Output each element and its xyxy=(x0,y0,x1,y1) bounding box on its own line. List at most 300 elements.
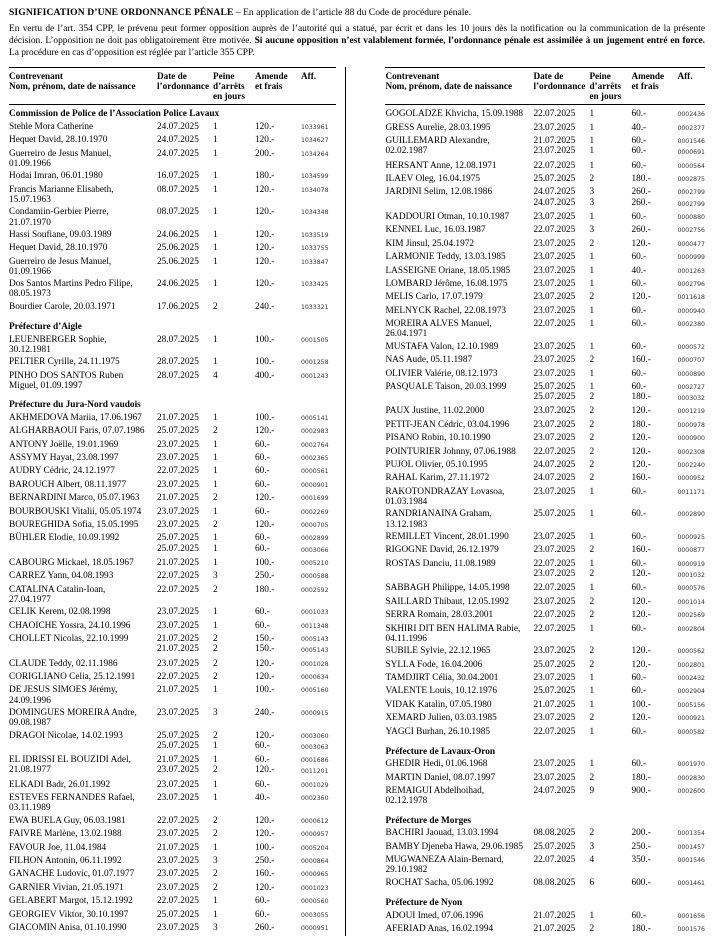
aff-value: 0001033 xyxy=(301,609,329,617)
days-cell xyxy=(213,816,255,827)
amount-cell xyxy=(255,122,301,133)
amount-value: 120.- xyxy=(255,658,275,669)
header-line: et frais xyxy=(255,80,283,91)
amount-value: 120.- xyxy=(255,519,275,530)
amount-value: 120.- xyxy=(255,882,275,893)
table-row xyxy=(385,369,705,380)
contrevenant-cell: GARNIER Vivian, 21.05.1971 xyxy=(9,882,124,893)
days-cell xyxy=(213,507,255,518)
date-value: 25.07.2025 xyxy=(157,533,199,544)
amount-value: 120.- xyxy=(255,279,275,290)
aff-cell xyxy=(301,793,336,813)
date-value: 23.07.2025 xyxy=(157,519,199,530)
days-value: 2 xyxy=(589,596,595,607)
aff-value: 0005141 xyxy=(301,414,329,422)
aff-value: 0000576 xyxy=(677,585,705,593)
table-row xyxy=(385,447,705,458)
amount-value: 60.- xyxy=(631,509,647,520)
days-cell xyxy=(213,896,255,907)
days-value: 2 xyxy=(213,869,218,880)
amount-value: 60.- xyxy=(631,486,647,497)
aff-cell xyxy=(677,187,705,209)
amount-value: 100.- xyxy=(255,334,275,345)
aff-cell xyxy=(677,727,705,738)
date-value: 23.07.2025 xyxy=(157,453,199,463)
days-value: 1 xyxy=(589,686,595,697)
table-row xyxy=(9,533,336,555)
days-value: 1 xyxy=(213,412,218,423)
date-cell xyxy=(157,257,213,277)
aff-value: 0000952 xyxy=(677,475,705,483)
days-cell xyxy=(213,571,255,582)
table-row xyxy=(385,252,705,263)
date-value: 21.07.2025 xyxy=(157,634,199,645)
aff-value: 0001546 xyxy=(677,857,705,865)
amount-value: 350.- xyxy=(631,855,651,866)
date-value: 22.07.2025 xyxy=(533,855,576,866)
amount-value: 260.- xyxy=(631,225,651,236)
aff-value: 0005210 xyxy=(301,559,329,567)
date-cell xyxy=(157,856,213,867)
days-cell xyxy=(589,433,631,444)
date-value: 22.07.2025 xyxy=(157,584,199,595)
table-row xyxy=(9,708,336,728)
amount-cell xyxy=(631,279,677,290)
days-value: 1 xyxy=(213,779,218,790)
date-cell xyxy=(157,426,213,437)
contrevenant-cell: SYLLA Fode, 16.04.2006 xyxy=(385,659,483,670)
aff-cell xyxy=(677,355,705,366)
table-row xyxy=(385,660,705,671)
days-value: 1 xyxy=(213,243,218,254)
table-row xyxy=(385,406,705,417)
date-cell xyxy=(157,357,213,368)
aff-cell xyxy=(677,239,705,250)
contrevenant-cell: VIDAK Katalin, 07.05.1980 xyxy=(385,699,492,710)
amount-value: 120.- xyxy=(255,672,275,683)
aff-value: 0000560 xyxy=(301,898,329,906)
days-value: 3 xyxy=(589,187,595,198)
aff-value: 0000562 xyxy=(677,648,705,656)
aff-cell xyxy=(677,109,705,120)
header-col-amende xyxy=(631,71,677,102)
date-cell xyxy=(533,123,589,134)
date-value: 23.07.2025 xyxy=(157,882,199,893)
table-row xyxy=(9,883,336,894)
date-cell xyxy=(157,243,213,254)
aff-cell xyxy=(301,558,336,569)
date-value: 17.06.2025 xyxy=(157,301,199,312)
amount-cell xyxy=(631,700,677,711)
title-line xyxy=(9,7,705,19)
contrevenant-cell: POINTURIER Johnny, 07.06.1988 xyxy=(385,446,516,457)
table-row xyxy=(9,672,336,683)
aff-value: 0003032 xyxy=(677,395,705,403)
date-value: 23.07.2025 xyxy=(157,506,199,517)
days-cell xyxy=(589,369,631,380)
aff-cell xyxy=(301,480,336,491)
table-row xyxy=(9,413,336,424)
date-cell xyxy=(157,558,213,569)
days-value: 1 xyxy=(589,368,595,379)
amount-value: 120.- xyxy=(631,238,651,249)
date-value: 21.07.2025 xyxy=(533,923,576,934)
amount-value: 120.- xyxy=(255,730,275,741)
date-cell xyxy=(533,911,589,922)
date-value: 24.07.2025 xyxy=(533,473,576,484)
aff-value: 0011618 xyxy=(677,294,705,302)
date-cell xyxy=(157,507,213,518)
aff-value: 0000564 xyxy=(677,162,705,170)
contrevenant-cell: PUJOL Olivier, 05.10.1995 xyxy=(385,460,488,471)
aff-cell xyxy=(301,533,336,555)
aff-cell xyxy=(301,621,336,632)
aff-cell xyxy=(677,660,705,671)
days-cell xyxy=(213,135,255,146)
date-value: 24.07.2025 xyxy=(157,121,199,132)
date-value: 25.07.2025 xyxy=(533,659,576,670)
amount-cell xyxy=(255,493,301,504)
contrevenant-cell: CHOLLET Nicolas, 22.10.1999 xyxy=(9,634,129,645)
days-value: 1 xyxy=(589,699,595,710)
days-value: 1 xyxy=(213,135,218,146)
aff-value: 0011171 xyxy=(677,488,705,496)
days-cell xyxy=(213,185,255,205)
days-value: 1 xyxy=(213,171,218,182)
aff-cell xyxy=(677,911,705,922)
aff-cell xyxy=(677,545,705,556)
amount-cell xyxy=(255,607,301,618)
date-cell xyxy=(157,413,213,424)
aff-cell xyxy=(677,369,705,380)
date-cell xyxy=(533,136,589,158)
contrevenant-cell: KADDOURI Otman, 10.10.1987 xyxy=(385,212,510,222)
days-cell xyxy=(213,634,255,656)
contrevenant-cell: CORIGLIANO Celia, 25.12.1991 xyxy=(9,672,136,683)
aff-value: 0000901 xyxy=(301,481,329,489)
contrevenant-cell: GRESS Aurelie, 28.03.1995 xyxy=(385,122,491,133)
table-row xyxy=(385,187,705,209)
days-value: 2 xyxy=(589,646,595,657)
aff-cell xyxy=(677,855,705,875)
table-row xyxy=(9,634,336,656)
table-body-left xyxy=(9,109,336,934)
header-line: Nom, prénom, date de naissance xyxy=(9,80,136,91)
days-cell xyxy=(213,780,255,791)
days-value: 2 xyxy=(589,460,595,471)
date-value: 23.07.2025 xyxy=(533,122,576,133)
aff-cell xyxy=(677,686,705,697)
date-cell xyxy=(533,266,589,277)
date-value: 22.07.2025 xyxy=(157,672,199,683)
date-cell xyxy=(157,829,213,840)
aff-value: 0001546 xyxy=(677,138,705,146)
aff-value: 0001505 xyxy=(301,336,329,344)
date-value: 22.07.2025 xyxy=(533,610,576,621)
amount-cell xyxy=(255,453,301,464)
amount-value: 60.- xyxy=(631,368,647,379)
date-value: 25.07.2025 xyxy=(533,509,576,520)
days-value: 1 xyxy=(213,793,218,804)
days-value: 1 xyxy=(213,543,218,554)
aff-cell xyxy=(677,673,705,684)
contrevenant-cell: MARTIN Daniel, 08.07.1997 xyxy=(385,772,496,783)
table-row xyxy=(9,207,336,227)
table-row xyxy=(385,487,705,507)
date-cell xyxy=(533,306,589,317)
amount-cell xyxy=(631,473,677,484)
days-value: 1 xyxy=(589,252,595,263)
aff-value: 0001243 xyxy=(301,372,329,380)
days-cell xyxy=(213,755,255,777)
amount-value: 60.- xyxy=(255,506,270,517)
aff-value: 0001032 xyxy=(677,572,705,579)
aff-cell xyxy=(677,559,705,581)
date-cell xyxy=(533,447,589,458)
date-value: 22.07.2025 xyxy=(533,446,576,457)
section-header: Préfecture de Morges xyxy=(385,815,471,826)
aff-cell xyxy=(677,786,705,806)
days-value: 1 xyxy=(213,148,218,159)
days-value: 1 xyxy=(589,160,595,171)
days-cell xyxy=(589,266,631,277)
date-cell xyxy=(157,910,213,921)
date-cell xyxy=(157,607,213,618)
amount-cell xyxy=(631,355,677,366)
contrevenant-cell: ANTONY Joëlle, 19.01.1969 xyxy=(9,439,119,450)
aff-cell xyxy=(677,306,705,317)
aff-value: 0003066 xyxy=(301,546,329,554)
table-row xyxy=(385,212,705,223)
table-row xyxy=(9,816,336,827)
aff-cell xyxy=(301,135,336,146)
table-row xyxy=(385,355,705,366)
days-value: 2 xyxy=(589,355,595,366)
amount-cell xyxy=(255,910,301,921)
amount-value: 120.- xyxy=(255,829,275,840)
amount-value: 120.- xyxy=(255,243,275,254)
amount-value: 120.- xyxy=(631,713,651,724)
date-value: 25.07.2025 xyxy=(533,841,576,852)
aff-cell xyxy=(677,319,705,339)
amount-value: 180.- xyxy=(255,171,275,182)
days-cell xyxy=(213,453,255,464)
aff-cell xyxy=(301,896,336,907)
days-value: 2 xyxy=(589,923,595,934)
amount-cell xyxy=(631,161,677,172)
aff-value: 0001028 xyxy=(301,660,329,668)
amount-cell xyxy=(631,109,677,120)
days-value: 3 xyxy=(589,225,595,236)
aff-value: 0002380 xyxy=(677,321,705,329)
contrevenant-cell: ADOUI Imed, 07.06.1996 xyxy=(385,910,484,921)
aff-value: 0002436 xyxy=(677,111,705,119)
aff-cell xyxy=(677,447,705,458)
date-value: 08.07.2025 xyxy=(157,207,199,218)
table-row xyxy=(385,123,705,134)
aff-value: 0000864 xyxy=(301,858,329,865)
days-value: 1 xyxy=(213,279,218,290)
days-cell xyxy=(589,532,631,543)
date-cell xyxy=(157,585,213,605)
amount-cell xyxy=(255,185,301,205)
date-cell xyxy=(533,660,589,671)
days-cell xyxy=(213,708,255,728)
date-cell xyxy=(533,473,589,484)
aff-cell xyxy=(677,624,705,644)
table-row xyxy=(385,713,705,724)
aff-value: 0000940 xyxy=(677,307,705,315)
table-row xyxy=(385,509,705,529)
amount-cell xyxy=(631,828,677,839)
days-value: 2 xyxy=(589,174,595,185)
amount-value: 260.- xyxy=(631,187,651,198)
aff-value: 0001461 xyxy=(677,879,705,887)
amount-cell xyxy=(255,371,301,391)
aff-value: 0002801 xyxy=(677,661,705,669)
days-cell xyxy=(589,420,631,431)
table-row xyxy=(9,869,336,880)
amount-cell xyxy=(255,896,301,907)
aff-value: 0000561 xyxy=(301,468,329,476)
date-value: 22.07.2025 xyxy=(533,319,576,330)
header-line: l’ordonnance xyxy=(533,80,586,91)
contrevenant-cell: Dos Santos Martins Pedro Filipe, 08.05.1973 xyxy=(9,279,133,300)
aff-value: 0000919 xyxy=(677,560,705,568)
aff-cell xyxy=(301,672,336,683)
contrevenant-cell: TAMDJIRT Célia, 30.04.2001 xyxy=(385,672,499,683)
amount-value: 60.- xyxy=(631,136,647,147)
aff-value: 0001686 xyxy=(301,757,329,765)
amount-cell xyxy=(631,924,677,935)
date-value: 21.07.2025 xyxy=(157,412,199,423)
aff-cell xyxy=(301,708,336,728)
amount-cell xyxy=(631,123,677,134)
aff-cell xyxy=(677,700,705,711)
days-cell xyxy=(213,426,255,437)
days-cell xyxy=(213,207,255,227)
amount-cell xyxy=(255,829,301,840)
table-row xyxy=(9,910,336,921)
amount-cell xyxy=(255,685,301,705)
days-cell xyxy=(589,239,631,250)
header-col-peine xyxy=(589,71,631,102)
amount-cell xyxy=(255,207,301,227)
days-cell xyxy=(589,597,631,608)
contrevenant-cell: DRAGOI Nicolae, 14.02.1993 xyxy=(9,730,123,741)
aff-value: 1033961 xyxy=(301,123,329,131)
date-cell xyxy=(157,466,213,477)
date-value: 22.07.2025 xyxy=(157,571,199,582)
date-cell xyxy=(157,371,213,391)
date-value: 22.07.2025 xyxy=(533,558,576,569)
days-value: 4 xyxy=(213,370,218,381)
aff-cell xyxy=(301,780,336,791)
table-row xyxy=(9,171,336,182)
contrevenant-cell: BAROUCH Albert, 08.11.1977 xyxy=(9,479,127,490)
amount-value: 160.- xyxy=(631,473,651,484)
date-value: 23.07.2025 xyxy=(533,433,576,444)
aff-value: 0001656 xyxy=(677,912,705,920)
amount-value: 150.- xyxy=(255,644,275,655)
date-value: 21.07.2025 xyxy=(533,136,576,147)
date-cell xyxy=(533,433,589,444)
aff-cell xyxy=(301,440,336,451)
date-cell xyxy=(533,559,589,581)
aff-value: 1033755 xyxy=(301,245,329,253)
days-cell xyxy=(213,621,255,632)
date-cell xyxy=(533,279,589,290)
days-cell xyxy=(589,460,631,471)
aff-cell xyxy=(677,583,705,594)
date-cell xyxy=(533,842,589,853)
table-row xyxy=(9,507,336,518)
aff-cell xyxy=(301,829,336,840)
aff-cell xyxy=(301,659,336,670)
aff-value: 0000880 xyxy=(677,214,705,221)
section-header: Préfecture de Nyon xyxy=(385,897,463,908)
aff-value: 0002904 xyxy=(677,688,705,696)
amount-value: 600.- xyxy=(631,877,651,888)
days-value: 1 xyxy=(213,229,218,240)
contrevenant-cell: RAHAL Karim, 27.11.1972 xyxy=(385,473,490,484)
aff-value: 1034599 xyxy=(301,173,329,181)
contrevenant-cell: FAIVRE Marlène, 13.02.1988 xyxy=(9,829,122,840)
amount-cell xyxy=(255,816,301,827)
amount-value: 40.- xyxy=(255,793,270,804)
days-cell xyxy=(589,279,631,290)
table-row xyxy=(385,786,705,806)
contrevenant-cell: BAMBY Djeneba Hawa, 29.06.1985 xyxy=(385,841,523,852)
table-row xyxy=(9,607,336,618)
date-value: 23.07.2025 xyxy=(533,713,576,724)
amount-cell xyxy=(631,759,677,770)
aff-cell xyxy=(301,883,336,894)
aff-value: 0000925 xyxy=(677,534,705,542)
column-right xyxy=(346,67,705,938)
days-value: 1 xyxy=(589,583,595,594)
contrevenant-cell: GELABERT Margot, 15.12.1992 xyxy=(9,896,133,907)
days-value: 2 xyxy=(213,519,218,530)
contrevenant-cell: ESTEVES FERNANDES Rafael, 03.11.1989 xyxy=(9,793,135,814)
table-body-right xyxy=(385,109,705,935)
aff-cell xyxy=(677,460,705,471)
days-value: 1 xyxy=(589,532,595,543)
amount-cell xyxy=(255,302,301,313)
amount-value: 120.- xyxy=(631,460,651,471)
days-cell xyxy=(213,883,255,894)
date-value: 23.07.2025 xyxy=(533,292,576,303)
days-cell xyxy=(589,319,631,339)
contrevenant-cell: YAGCI Burhan, 26.10.1985 xyxy=(385,726,491,737)
days-cell xyxy=(589,759,631,770)
contrevenant-cell: GEORGIEV Viktor, 30.10.1997 xyxy=(9,909,129,920)
contrevenant-cell: PASQUALE Taison, 20.03.1999 xyxy=(385,381,507,392)
aff-value: 0001576 xyxy=(677,925,705,933)
contrevenant-cell: RANDRIANAINA Graham, 13.12.1983 xyxy=(385,509,492,530)
amount-value: 60.- xyxy=(255,607,270,618)
amount-cell xyxy=(255,923,301,934)
contrevenant-cell: KENNEL Luc, 16.03.1987 xyxy=(385,225,486,236)
contrevenant-cell: ILAEV Oleg, 16.04.1975 xyxy=(385,174,481,185)
date-value: 24.07.2025 xyxy=(533,460,576,471)
date-cell xyxy=(157,672,213,683)
amount-cell xyxy=(255,621,301,632)
amount-value: 60.- xyxy=(631,623,647,634)
contrevenant-cell: Condamiin-Gerbier Pierre, 21.07.1970 xyxy=(9,207,109,228)
days-value: 1 xyxy=(213,607,218,618)
days-cell xyxy=(213,357,255,368)
